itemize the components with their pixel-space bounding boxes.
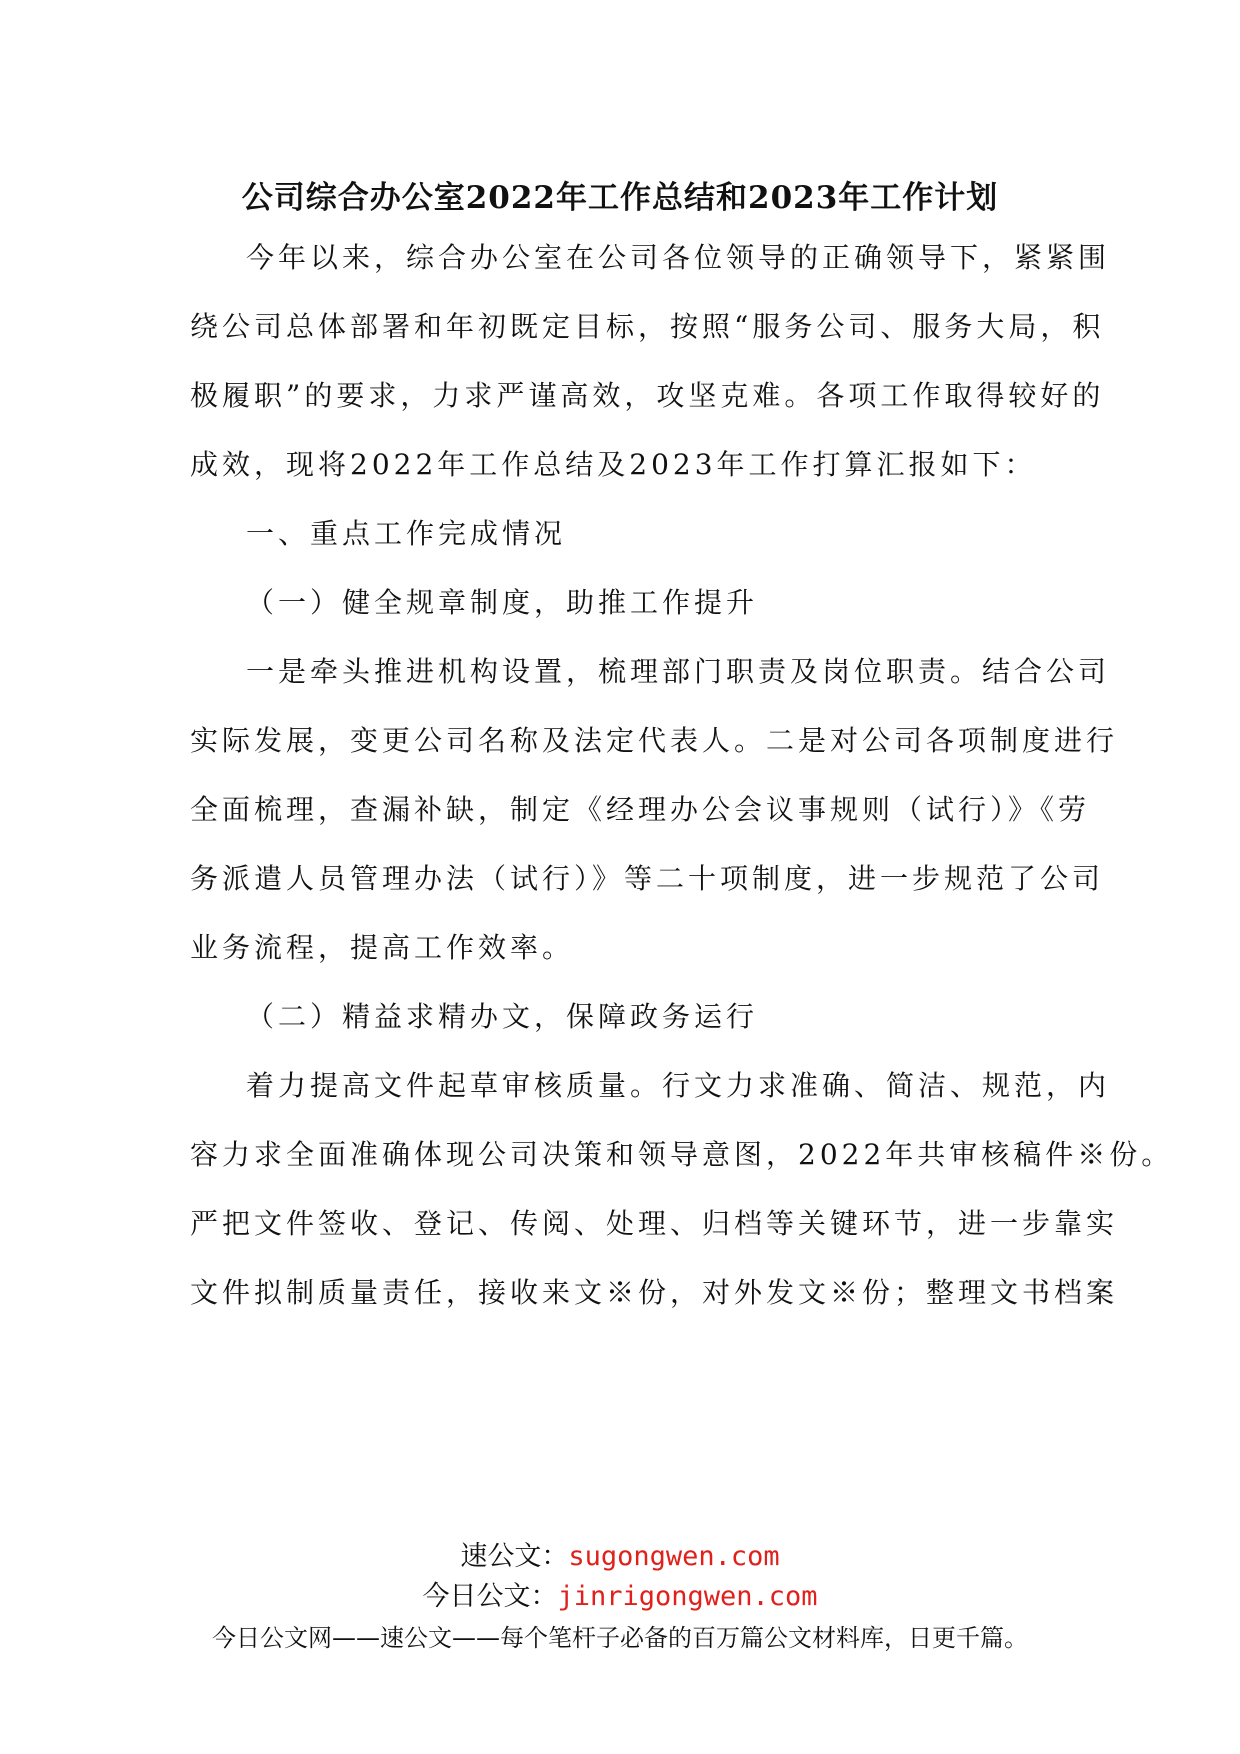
paragraph-line: 严把文件签收、登记、传阅、处理、归档等关键环节，进一步靠实	[190, 1207, 1119, 1240]
paragraph-line: 今年以来，综合办公室在公司各位领导的正确领导下，紧紧围	[246, 241, 1111, 274]
paragraph-line: 一是牵头推进机构设置，梳理部门职责及岗位职责。结合公司	[246, 655, 1111, 688]
footer-label: 今日公文：	[422, 1581, 558, 1612]
section-heading: 一、重点工作完成情况	[246, 517, 567, 550]
document-title: 公司综合办公室2022年工作总结和2023年工作计划	[241, 180, 999, 216]
subsection-heading: （二）精益求精办文，保障政务运行	[246, 1000, 759, 1033]
footer-line-jinrigongwen	[0, 1574, 1240, 1613]
paragraph-line: 成效，现将2022年工作总结及2023年工作打算汇报如下：	[190, 448, 1037, 481]
paragraph-line: 实际发展，变更公司名称及法定代表人。二是对公司各项制度进行	[190, 724, 1119, 757]
sugongwen-link[interactable]: sugongwen.com	[568, 1541, 780, 1572]
paragraph-line: 文件拟制质量责任，接收来文※份，对外发文※份；整理文书档案	[190, 1276, 1119, 1309]
paragraph-line: 务派遣人员管理办法（试行）》等二十项制度，进一步规范了公司	[190, 862, 1105, 895]
footer-label: 速公文：	[460, 1541, 569, 1572]
subsection-heading: （一）健全规章制度，助推工作提升	[246, 586, 759, 619]
footer-line-sugongwen	[0, 1534, 1240, 1573]
paragraph-line: 容力求全面准确体现公司决策和领导意图，2022年共审核稿件※份。	[190, 1138, 1174, 1171]
jinrigongwen-link[interactable]: jinrigongwen.com	[557, 1581, 818, 1612]
paragraph-line: 绕公司总体部署和年初既定目标，按照“服务公司、服务大局，积	[190, 310, 1105, 343]
paragraph-line: 着力提高文件起草审核质量。行文力求准确、简洁、规范，内	[246, 1069, 1111, 1102]
paragraph-line: 全面梳理，查漏补缺，制定《经理办公会议事规则（试行）》《劳	[190, 793, 1091, 826]
footer-slogan: 今日公文网——速公文——每个笔杆子必备的百万篇公文材料库，日更千篇。	[212, 1624, 1028, 1652]
paragraph-line: 业务流程，提高工作效率。	[190, 931, 575, 964]
paragraph-line: 极履职”的要求，力求严谨高效，攻坚克难。各项工作取得较好的	[190, 379, 1105, 412]
